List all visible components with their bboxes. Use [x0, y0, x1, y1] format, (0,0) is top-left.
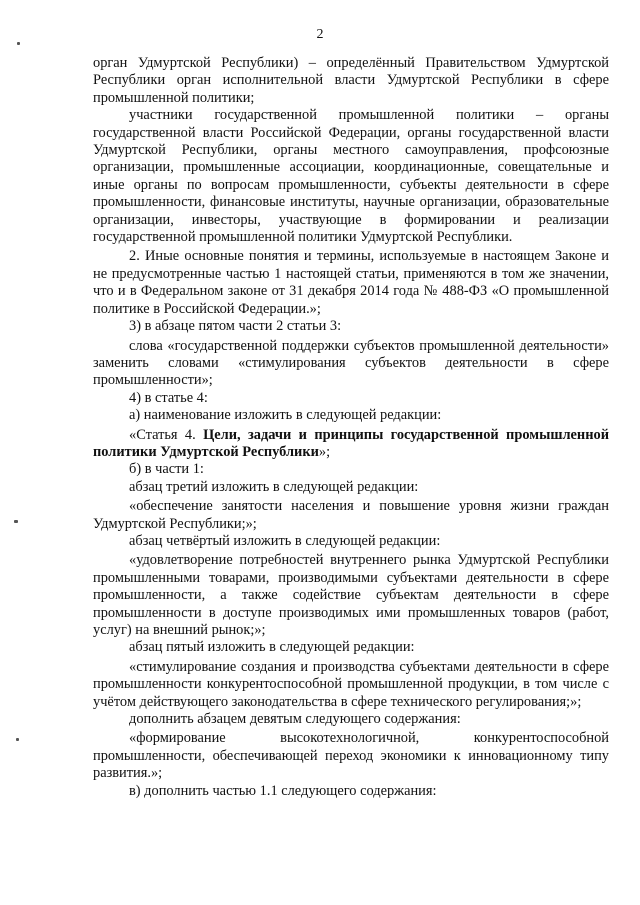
- article-heading-title: Цели, задачи и принципы государственной промышленной политики Удмуртской Республики: [93, 426, 609, 460]
- scan-mark: [17, 42, 20, 45]
- paragraph: абзац четвёртый изложить в следующей редакции:: [129, 532, 441, 549]
- paragraph: 2. Иные основные понятия и термины, используемые в настоящем Законе и не предусмотренные частью 1 настоящей статьи, применяются в том же значении, что и в Федеральном законе от 31 декабря 2014 года № 488-ФЗ «О промышленной политике в Российской Федерации.»;: [93, 248, 609, 317]
- page-number: 2: [316, 27, 324, 42]
- paragraph: участники государственной промышленной политики – органы государственной власти Российской Федерации, органы государственной власти Удмуртской Республики, органы местного самоуправления, профсоюзные организации, промышленные ассоциации, координационные, совещательные и иные органы по вопросам промышленности, субъекты деятельности в сфере промышленности, финансовые институты, научные организации, образовательные организации, инвесторы, участвующие в формировании и реализации государственной промышленной политики Удмуртской Республики.: [93, 107, 609, 246]
- paragraph: б) в части 1:: [129, 461, 204, 478]
- paragraph: абзац пятый изложить в следующей редакции:: [129, 639, 415, 656]
- scan-mark: [14, 520, 18, 523]
- scan-mark: [16, 738, 19, 741]
- article-heading-suffix: »;: [318, 443, 331, 460]
- paragraph: а) наименование изложить в следующей редакции:: [129, 407, 442, 424]
- paragraph: «обеспечение занятости населения и повышение уровня жизни граждан Удмуртской Республики;»;: [93, 498, 609, 532]
- article-heading-prefix: «Статья 4.: [129, 426, 204, 443]
- paragraph: «стимулирование создания и производства субъектами деятельности в сфере промышленности конкурентоспособной промышленной продукции, в том числе с учётом действующего законодательства в сфере технического регулирования;»;: [93, 658, 609, 710]
- paragraph: орган Удмуртской Республики) – определённый Правительством Удмуртской Республики орган исполнительной власти Удмуртской Республики в сфере промышленной политики;: [93, 55, 609, 106]
- paragraph: 3) в абзаце пятом части 2 статьи 3:: [129, 318, 342, 335]
- paragraph: «удовлетворение потребностей внутреннего рынка Удмуртской Республики промышленными товарами, производимыми субъектами деятельности в сфере промышленности, а также содействие субъектам деятельности в сфере промышленности в доступе производимых ими промышленных товаров (работ, услуг) на внешний рынок;»;: [93, 552, 609, 638]
- article-heading-paragraph: [93, 427, 609, 462]
- document-body: [93, 55, 609, 800]
- paragraph: 4) в статье 4:: [129, 389, 208, 406]
- paragraph: дополнить абзацем девятым следующего содержания:: [129, 711, 461, 728]
- paragraph: слова «государственной поддержки субъектов промышленной деятельности» заменить словами «стимулирования субъектов деятельности в сфере промышленности»;: [93, 337, 609, 389]
- paragraph: «формирование высокотехнологичной, конкурентоспособной промышленности, обеспечивающей переход экономики к инновационному типу развития.»;: [93, 730, 609, 782]
- paragraph: в) дополнить частью 1.1 следующего содержания:: [129, 782, 437, 799]
- paragraph: абзац третий изложить в следующей редакции:: [129, 478, 419, 495]
